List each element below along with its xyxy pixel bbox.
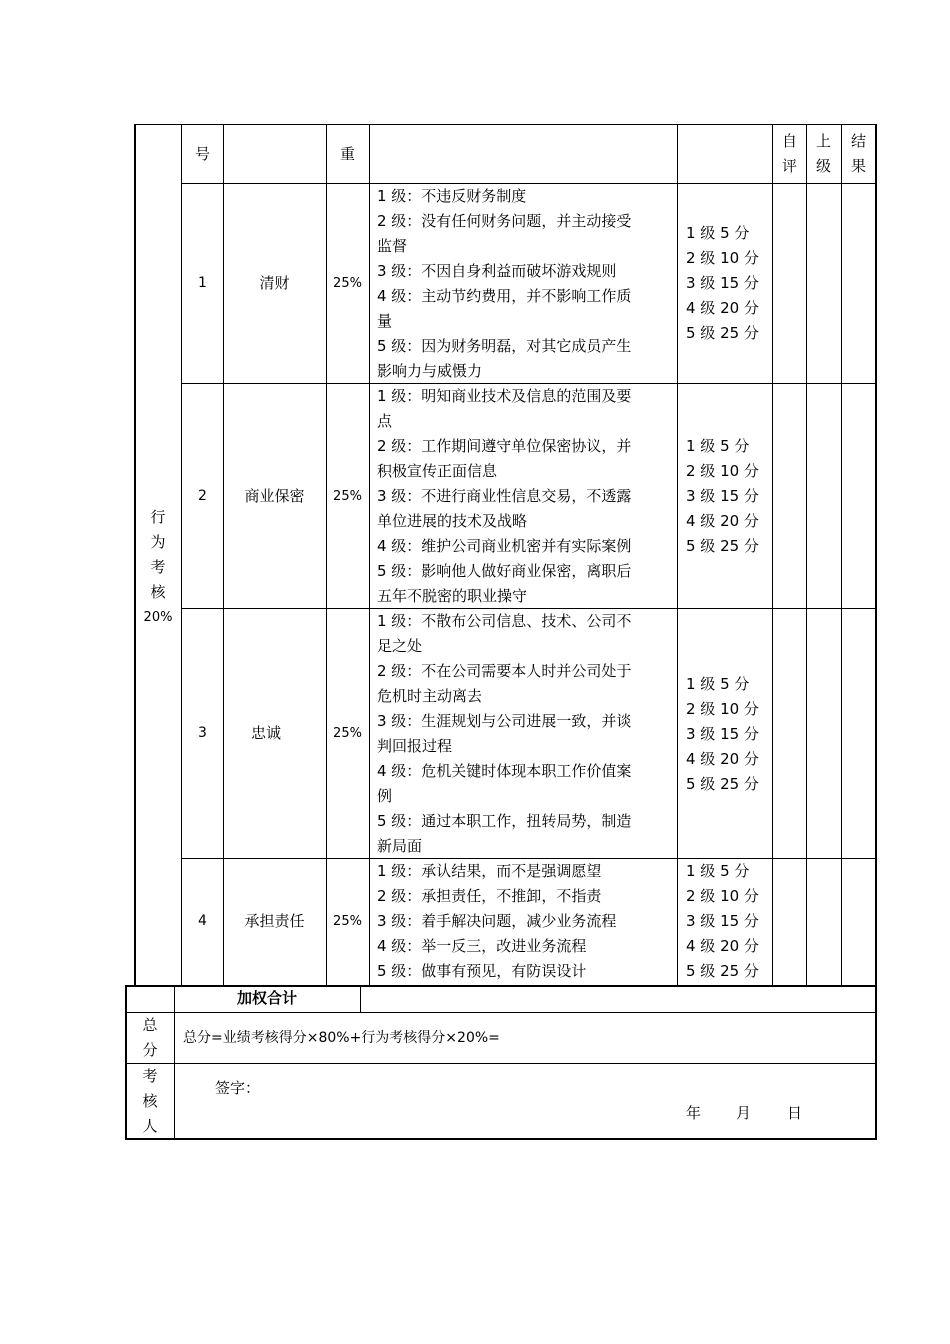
row-number: 1 bbox=[198, 275, 207, 291]
row-item: 承担责任 bbox=[244, 912, 305, 930]
row-item: 忠诚 bbox=[250, 724, 281, 742]
total-score-formula: 总分=业绩考核得分×80%+行为考核得分×20%= bbox=[183, 1030, 500, 1046]
row-criteria: 1 级：不散布公司信息、技术、公司不 足之处 2 级：不在公司需要本人时并公司处于 危机时主动离去 3 级：生涯规划与公司进展一致，并谈 判回报过程 4 级：危机关键时体现本职工作价值案 例 5 级：通过本职工作，扭转局势，制造 新局面 bbox=[377, 612, 632, 855]
signature-label: 签字： bbox=[215, 1079, 261, 1097]
row-scores: 1 级 5 分 2 级 10 分 3 级 15 分 4 级 20 分 5 级 25 分 bbox=[686, 675, 759, 793]
row-criteria: 1 级：承认结果，而不是强调愿望 2 级：承担责任，不推卸，不指责 3 级：着手解决问题，减少业务流程 4 级：举一反三，改进业务流程 5 级：做事有预见，有防误设计 bbox=[377, 862, 617, 980]
date-year: 年 bbox=[686, 1104, 702, 1122]
row-criteria: 1 级：明知商业技术及信息的范围及要 点 2 级：工作期间遵守单位保密协议，并 积极宣传正面信息 3 级：不进行商业性信息交易，不透露 单位进展的技术及战略 4 级：维护公司商业机密并有实际案例 5 级：影响他人做好商业保密，离职后 五年不脱密的职业操守 bbox=[377, 387, 632, 605]
date-day: 日 bbox=[787, 1104, 803, 1122]
row-scores: 1 级 5 分 2 级 10 分 3 级 15 分 4 级 20 分 5 级 25 分 bbox=[686, 862, 759, 980]
weighted-total-label: 加权合计 bbox=[236, 989, 297, 1007]
header-superior-eval: 上 级 bbox=[815, 132, 831, 175]
row-scores: 1 级 5 分 2 级 10 分 3 级 15 分 4 级 20 分 5 级 25 分 bbox=[686, 437, 759, 555]
row-criteria: 1 级：不违反财务制度 2 级：没有任何财务问题，并主动接受 监督 3 级：不因自身利益而破坏游戏规则 4 级：主动节约费用，并不影响工作质 量 5 级：因为财务明磊，对其它成员产生 影响力与威慑力 bbox=[377, 187, 632, 380]
assessor-label: 考 核 人 bbox=[142, 1067, 158, 1135]
row-item: 商业保密 bbox=[244, 487, 305, 505]
header-weight: 重 bbox=[339, 145, 355, 163]
row-number: 2 bbox=[198, 488, 207, 504]
date-month: 月 bbox=[736, 1104, 752, 1122]
row-weight: 25% bbox=[333, 276, 362, 291]
row-number: 4 bbox=[198, 913, 207, 929]
row-scores: 1 级 5 分 2 级 10 分 3 级 15 分 4 级 20 分 5 级 25 分 bbox=[686, 224, 759, 342]
header-result: 结 果 bbox=[850, 132, 866, 175]
row-weight: 25% bbox=[333, 914, 362, 929]
total-score-label: 总 分 bbox=[142, 1016, 158, 1059]
header-number: 号 bbox=[194, 145, 210, 163]
row-weight: 25% bbox=[333, 489, 362, 504]
row-number: 3 bbox=[198, 725, 207, 741]
row-item: 清财 bbox=[259, 274, 290, 292]
row-weight: 25% bbox=[333, 726, 362, 741]
header-self-eval: 自 评 bbox=[781, 132, 797, 175]
section-label-behavior: 行 为 考 核 20% bbox=[143, 508, 173, 625]
